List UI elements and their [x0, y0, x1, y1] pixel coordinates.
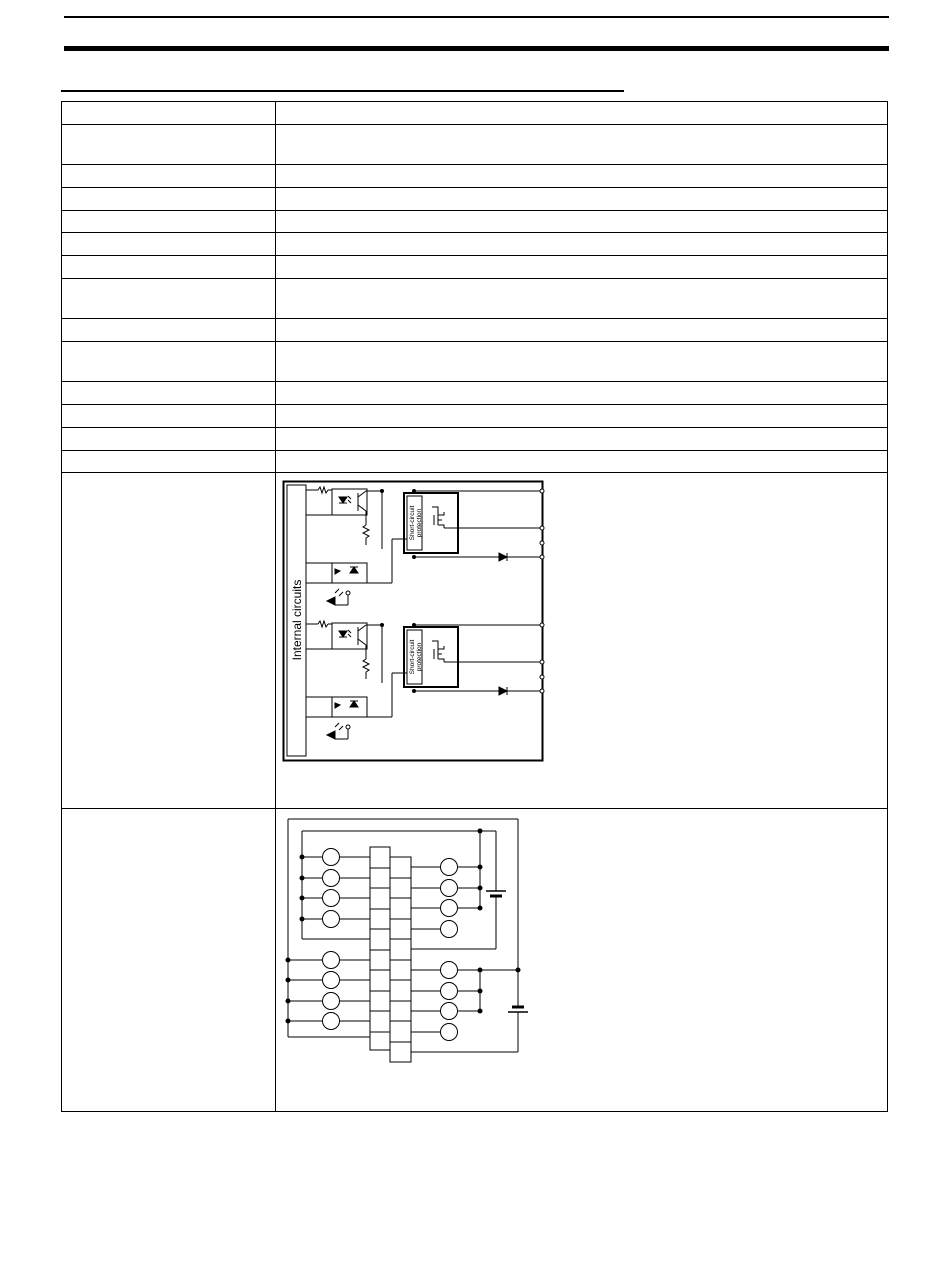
- load-7: [323, 993, 340, 1010]
- spec-value-cell: [276, 427, 888, 450]
- load-8: [323, 1013, 340, 1030]
- output-group-2: [306, 621, 544, 739]
- table-row: [62, 188, 888, 211]
- short-circuit-label-2b: protection: [416, 642, 423, 671]
- spec-value-cell: [276, 188, 888, 211]
- header-cell-item: [62, 102, 276, 125]
- spec-label-cell: [62, 125, 276, 165]
- table-row: [62, 342, 888, 382]
- spec-label-cell: [62, 188, 276, 211]
- right-loads-upper: [411, 829, 506, 949]
- circuit-configuration-cell: [276, 472, 888, 809]
- table-header-row: [62, 102, 888, 125]
- load-3: [323, 890, 340, 907]
- spec-label-cell: [62, 319, 276, 342]
- internal-circuits-label: Internal circuits: [290, 579, 304, 660]
- external-connection-cell: [276, 809, 888, 1112]
- external-connection-row: [62, 809, 888, 1112]
- load-4: [323, 911, 340, 928]
- spec-value-cell: [276, 125, 888, 165]
- load-1: [323, 849, 340, 866]
- table-row: [62, 256, 888, 279]
- section-title-underline: [61, 90, 624, 92]
- spec-label-cell: [62, 211, 276, 233]
- load-16: [441, 1024, 458, 1041]
- spec-value-cell: [276, 450, 888, 472]
- header-thick-rule: [64, 46, 889, 51]
- terminal-block: [370, 847, 411, 1062]
- spec-label-cell: [62, 165, 276, 188]
- diode-2: [499, 687, 507, 695]
- spec-value-cell: [276, 211, 888, 233]
- short-circuit-label-2a: Short-circuit: [409, 639, 416, 674]
- load-5: [323, 952, 340, 969]
- load-14: [441, 983, 458, 1000]
- short-circuit-label-1a: Short-circuit: [409, 505, 416, 540]
- led-1: [327, 597, 335, 605]
- table-row: [62, 125, 888, 165]
- output-circuit-diagram: [282, 479, 582, 779]
- spec-label-cell: [62, 256, 276, 279]
- right-loads-lower: [411, 962, 528, 1053]
- header-thin-rule: [64, 16, 889, 18]
- left-loads-lower: [286, 952, 370, 1038]
- spec-value-cell: [276, 233, 888, 256]
- specifications-table: [61, 101, 888, 1112]
- table-row: [62, 427, 888, 450]
- spec-value-cell: [276, 279, 888, 319]
- circuit-configuration-row: [62, 472, 888, 809]
- spec-label-cell: [62, 382, 276, 405]
- spec-value-cell: [276, 165, 888, 188]
- spec-label-cell: [62, 279, 276, 319]
- table-row: [62, 279, 888, 319]
- circuit-configuration-label-cell: [62, 472, 276, 809]
- table-row: [62, 165, 888, 188]
- load-9: [441, 859, 458, 876]
- diode-1: [499, 553, 507, 561]
- short-circuit-label-1b: protection: [416, 508, 423, 537]
- table-row: [62, 211, 888, 233]
- table-row: [62, 450, 888, 472]
- led-2: [327, 731, 335, 739]
- table-row: [62, 382, 888, 405]
- load-11: [441, 900, 458, 917]
- spec-value-cell: [276, 256, 888, 279]
- spec-label-cell: [62, 450, 276, 472]
- load-13: [441, 962, 458, 979]
- header-cell-specification: [276, 102, 888, 125]
- output-group-1: [306, 487, 544, 605]
- table-row: [62, 405, 888, 427]
- external-connection-diagram: [284, 817, 534, 1077]
- load-10: [441, 880, 458, 897]
- spec-value-cell: [276, 405, 888, 427]
- load-2: [323, 870, 340, 887]
- external-connection-label-cell: [62, 809, 276, 1112]
- spec-label-cell: [62, 405, 276, 427]
- spec-value-cell: [276, 319, 888, 342]
- spec-value-cell: [276, 342, 888, 382]
- load-15: [441, 1003, 458, 1020]
- load-12: [441, 921, 458, 938]
- load-6: [323, 972, 340, 989]
- spec-value-cell: [276, 382, 888, 405]
- spec-label-cell: [62, 342, 276, 382]
- spec-label-cell: [62, 233, 276, 256]
- spec-label-cell: [62, 427, 276, 450]
- table-row: [62, 319, 888, 342]
- table-row: [62, 233, 888, 256]
